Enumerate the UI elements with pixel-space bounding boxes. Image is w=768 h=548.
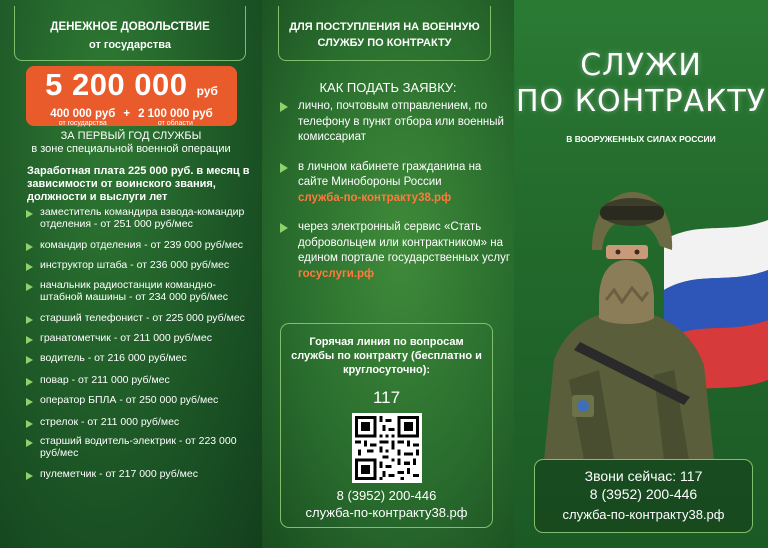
service-header: ДЛЯ ПОСТУПЛЕНИЯ НА ВОЕННУЮ СЛУЖБУ ПО КОНТРАКТУ bbox=[278, 6, 491, 61]
regional-note: от области bbox=[157, 120, 193, 127]
job-list bbox=[26, 207, 258, 481]
job-item bbox=[26, 375, 258, 387]
plus-sign: + bbox=[123, 108, 131, 120]
triangle-arrow-right-icon bbox=[26, 243, 33, 251]
apply-method-cabinet-text: в личном кабинете гражданина на сайте Минобороны России bbox=[298, 160, 482, 188]
triangle-arrow-right-icon bbox=[280, 102, 288, 112]
allowance-subtitle: от государства bbox=[89, 39, 171, 51]
allowance-header bbox=[14, 6, 246, 61]
triangle-arrow-right-icon bbox=[26, 398, 33, 406]
federal-amount: 400 000 руб bbox=[50, 108, 116, 120]
call-box bbox=[534, 459, 753, 533]
apply-methods-list bbox=[280, 99, 510, 296]
middle-panel bbox=[262, 0, 514, 548]
apply-method-gosuslugi bbox=[280, 220, 510, 282]
job-item-text: начальник радиостанции командно-штабной машины - от 234 000 руб/мес bbox=[40, 279, 228, 303]
job-item bbox=[26, 280, 258, 303]
hotline-title: Горячая линия по вопросам службы по контракту (бесплатно и круглосуточно): bbox=[291, 336, 482, 376]
job-item-text: водитель - от 216 000 руб/мес bbox=[40, 352, 187, 364]
first-year-note bbox=[0, 130, 262, 156]
total-currency: руб bbox=[196, 84, 218, 98]
job-item bbox=[26, 353, 258, 365]
mod-site-link[interactable]: служба-по-контракту38.рф bbox=[298, 191, 452, 204]
triangle-arrow-right-icon bbox=[280, 163, 288, 173]
job-item-text: инструктор штаба - от 236 000 руб/мес bbox=[40, 258, 230, 271]
job-item-text: оператор БПЛА - от 250 000 руб/мес bbox=[40, 394, 219, 406]
hotline-number[interactable]: 117 bbox=[372, 388, 401, 407]
total-payment bbox=[26, 66, 237, 108]
triangle-arrow-right-icon bbox=[26, 336, 33, 344]
apply-method-cabinet bbox=[280, 160, 510, 207]
job-item-text: пулеметчик - от 217 000 руб/мес bbox=[40, 468, 198, 480]
first-year-line-2: в зоне специальной военной операции bbox=[31, 143, 231, 155]
job-item-text: заместитель командира взвода-командир отделения - от 251 000 руб/мес bbox=[40, 206, 245, 230]
first-year-line-1: ЗА ПЕРВЫЙ ГОД СЛУЖБЫ bbox=[60, 130, 202, 142]
job-item-text: командир отделения - от 239 000 руб/мес bbox=[40, 239, 244, 251]
how-to-apply-heading: КАК ПОДАТЬ ЗАЯВКУ: bbox=[319, 80, 457, 95]
regional-amount: 2 100 000 руб bbox=[138, 108, 213, 120]
soldier-illustration bbox=[514, 150, 768, 460]
triangle-arrow-right-icon bbox=[280, 223, 288, 233]
call-site[interactable]: служба-по-контракту38.рф bbox=[562, 507, 725, 522]
total-amount: 5 200 000 bbox=[45, 67, 188, 102]
payment-badge bbox=[26, 66, 237, 126]
job-item bbox=[26, 417, 258, 429]
job-item bbox=[26, 436, 258, 459]
job-item bbox=[26, 469, 258, 481]
job-item-text: повар - от 211 000 руб/мес bbox=[40, 373, 170, 386]
title-line-2: ПО КОНТРАКТУ bbox=[515, 84, 767, 119]
triangle-arrow-right-icon bbox=[26, 210, 33, 218]
right-panel bbox=[514, 0, 768, 548]
triangle-arrow-right-icon bbox=[26, 420, 33, 428]
job-item bbox=[26, 333, 258, 345]
job-item bbox=[26, 207, 258, 230]
triangle-arrow-right-icon bbox=[26, 356, 33, 364]
triangle-arrow-right-icon bbox=[26, 472, 33, 480]
allowance-title: ДЕНЕЖНОЕ ДОВОЛЬСТВИЕ bbox=[50, 21, 210, 33]
call-now-text[interactable]: Звони сейчас: 117 bbox=[584, 468, 703, 484]
title-subtitle: В ВООРУЖЕННЫХ СИЛАХ РОССИИ bbox=[566, 134, 716, 144]
triangle-arrow-right-icon bbox=[26, 316, 33, 324]
job-item-text: гранатометчик - от 211 000 руб/мес bbox=[40, 331, 212, 344]
job-item bbox=[26, 240, 258, 252]
title-line-1: СЛУЖИ bbox=[580, 48, 702, 83]
job-item bbox=[26, 395, 258, 407]
job-item-text: старший телефонист - от 225 000 руб/мес bbox=[40, 312, 245, 324]
job-item bbox=[26, 260, 258, 272]
call-phone[interactable]: 8 (3952) 200-446 bbox=[589, 486, 698, 502]
salary-text: Заработная плата 225 000 руб. в месяц в зависимости от воинского звания, должности и выслуги лет bbox=[27, 165, 250, 203]
payment-split bbox=[26, 108, 237, 128]
hotline-phone[interactable]: 8 (3952) 200-446 bbox=[336, 488, 437, 503]
apply-method-in-person bbox=[280, 99, 510, 146]
federal-note: от государства bbox=[58, 120, 107, 127]
qr-code-icon[interactable] bbox=[352, 413, 422, 483]
apply-method-gosuslugi-text: через электронный сервис «Стать добровольцем или контрактником» на едином портале государственных услуг bbox=[298, 221, 511, 264]
job-item-text: стрелок - от 211 000 руб/мес bbox=[40, 415, 180, 428]
hotline-site[interactable]: служба-по-контракту38.рф bbox=[305, 505, 468, 520]
job-item-text: старший водитель-электрик - от 223 000 руб/мес bbox=[40, 435, 237, 459]
federal-payment bbox=[50, 108, 115, 128]
gosuslugi-link[interactable]: госуслуги.рф bbox=[298, 267, 375, 280]
apply-method-in-person-text: лично, почтовым отправлением, по телефону в пункт отбора или военный комиссариат bbox=[298, 100, 504, 143]
triangle-arrow-right-icon bbox=[26, 283, 33, 291]
left-panel bbox=[0, 0, 262, 548]
triangle-arrow-right-icon bbox=[26, 263, 33, 271]
hotline-box bbox=[280, 323, 493, 528]
triangle-arrow-right-icon bbox=[26, 378, 33, 386]
regional-payment bbox=[138, 108, 213, 128]
triangle-arrow-right-icon bbox=[26, 439, 33, 447]
job-item bbox=[26, 313, 258, 325]
